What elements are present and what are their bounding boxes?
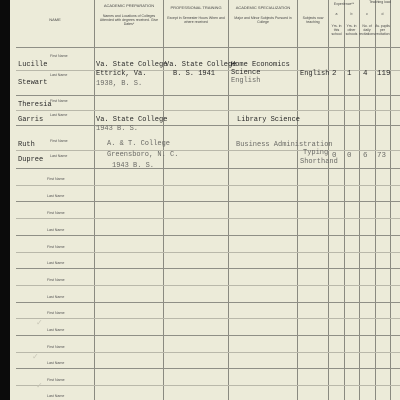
header-specialization: ACADEMIC SPECIALIZATION	[235, 5, 291, 10]
header-professional: PROFESSIONAL TRAINING	[170, 5, 222, 10]
first-name-caption: First Name	[47, 345, 65, 349]
specialization-line: Home Economics	[231, 61, 290, 69]
first-name-caption: First Name	[47, 311, 65, 315]
academic-prep-line: 1938, B. S.	[96, 80, 143, 88]
pencil-tick-icon: ✓	[36, 381, 43, 390]
teacher-last-name: Stewart	[18, 79, 48, 87]
header-col-c: c	[366, 12, 368, 16]
header-col-d: d	[381, 12, 384, 16]
col-divider	[163, 0, 164, 400]
teacher-last-name: Dupree	[18, 156, 44, 164]
row-rule	[16, 218, 400, 219]
header-col-b: b	[350, 12, 353, 16]
first-name-caption: First Name	[50, 54, 68, 58]
first-name-caption: First Name	[47, 245, 65, 249]
daily-recitations: 6	[363, 152, 368, 160]
last-name-caption: Last Name	[47, 394, 65, 398]
col-divider	[297, 0, 298, 400]
academic-prep-line: 1943 B. S.	[112, 162, 155, 170]
specialization-line: Science	[231, 69, 261, 77]
row-rule	[16, 352, 400, 353]
header-experience: Experience**	[333, 2, 355, 6]
pupils-per-recitation: 73	[377, 152, 387, 160]
subjects-teaching: English	[300, 70, 330, 78]
row-rule	[16, 168, 400, 169]
row-rule	[16, 268, 400, 269]
header-teaching-load: Teaching load	[369, 0, 391, 4]
academic-prep-line: A. & T. College	[107, 140, 171, 148]
years-this-school: 2	[332, 70, 337, 78]
specialization-line: English	[231, 77, 261, 85]
pencil-tick-icon: ✓	[32, 352, 39, 361]
teacher-first-name: Ruth	[18, 141, 35, 149]
header-professional-sub: Except in Semester Hours When and where received	[167, 16, 225, 24]
row-rule	[16, 201, 400, 202]
academic-prep-line: Va. State College	[96, 116, 168, 124]
row-rule	[16, 110, 400, 111]
first-name-caption: First Name	[50, 139, 68, 143]
specialization-line: Library Science	[237, 116, 301, 124]
row-rule	[16, 185, 400, 186]
header-specialization-sub: Major and Minor Subjects Pursued in College	[234, 16, 292, 24]
col-divider	[390, 0, 391, 400]
row-rule	[16, 302, 400, 303]
subjects-teaching: Typing	[303, 149, 329, 157]
row-rule	[16, 125, 400, 126]
first-name-caption: First Name	[50, 99, 68, 103]
col-divider	[228, 0, 229, 400]
teacher-last-name: Garris	[18, 116, 44, 124]
header-col-b-sub: Yrs. in other schools	[345, 24, 358, 36]
col-divider	[359, 0, 360, 400]
form-sheet	[10, 0, 400, 400]
row-rule	[16, 150, 400, 151]
teacher-first-name: Lucille	[18, 61, 48, 69]
last-name-caption: Last Name	[47, 194, 65, 198]
row-rule	[16, 335, 400, 336]
academic-prep-line: 1943 B. S.	[96, 125, 139, 133]
row-rule	[16, 252, 400, 253]
last-name-caption: Last Name	[47, 328, 65, 332]
row-rule	[16, 285, 400, 286]
col-divider	[344, 0, 345, 400]
daily-recitations: 4	[363, 70, 368, 78]
first-name-caption: First Name	[47, 378, 65, 382]
first-name-caption: First Name	[47, 177, 65, 181]
last-name-caption: Last Name	[47, 261, 65, 265]
academic-prep-line: Ettrick, Va.	[96, 70, 147, 78]
academic-prep-line: Greensboro, N. C.	[107, 151, 179, 159]
last-name-caption: Last Name	[50, 154, 68, 158]
years-this-school: 0	[332, 152, 337, 160]
row-rule	[16, 95, 400, 96]
row-rule	[16, 318, 400, 319]
header-name: NAME	[49, 17, 61, 22]
last-name-caption: Last Name	[47, 361, 65, 365]
last-name-caption: Last Name	[47, 228, 65, 232]
academic-prep-line: Va. State College	[96, 61, 168, 69]
teacher-first-name: Theresia	[18, 101, 52, 109]
last-name-caption: Last Name	[50, 113, 68, 117]
col-divider	[94, 0, 95, 400]
col-divider	[375, 0, 376, 400]
header-col-c-sub: No. of daily recitations	[359, 24, 375, 36]
years-other-schools: 0	[347, 152, 352, 160]
years-other-schools: 1	[347, 70, 352, 78]
professional-line: B. S. 1941	[173, 70, 216, 78]
subjects-teaching: Shorthand	[300, 158, 338, 166]
header-rule	[16, 47, 400, 48]
pencil-tick-icon: ✓	[36, 318, 43, 327]
specialization-line: Business Administration	[236, 141, 333, 149]
col-divider	[328, 0, 329, 400]
first-name-caption: First Name	[47, 211, 65, 215]
header-academic-prep-sub: Names and Locations of Colleges Attended with degrees received. Give Dates*	[99, 14, 159, 26]
header-academic-prep: ACADEMIC PREPARATION	[103, 3, 155, 8]
header-col-a: a	[335, 12, 338, 16]
professional-line: Va. State College	[165, 61, 237, 69]
row-rule	[16, 385, 400, 386]
first-name-caption: First Name	[47, 278, 65, 282]
pupils-per-recitation: 119	[377, 70, 391, 78]
header-col-a-sub: Yrs. in this school	[331, 24, 342, 36]
header-subjects: Subjects now teaching	[302, 16, 324, 24]
last-name-caption: Last Name	[47, 295, 65, 299]
last-name-caption: Last Name	[50, 73, 68, 77]
row-rule	[16, 235, 400, 236]
header-col-d-sub: Av. pupils per recitation	[375, 24, 390, 36]
row-rule	[16, 368, 400, 369]
